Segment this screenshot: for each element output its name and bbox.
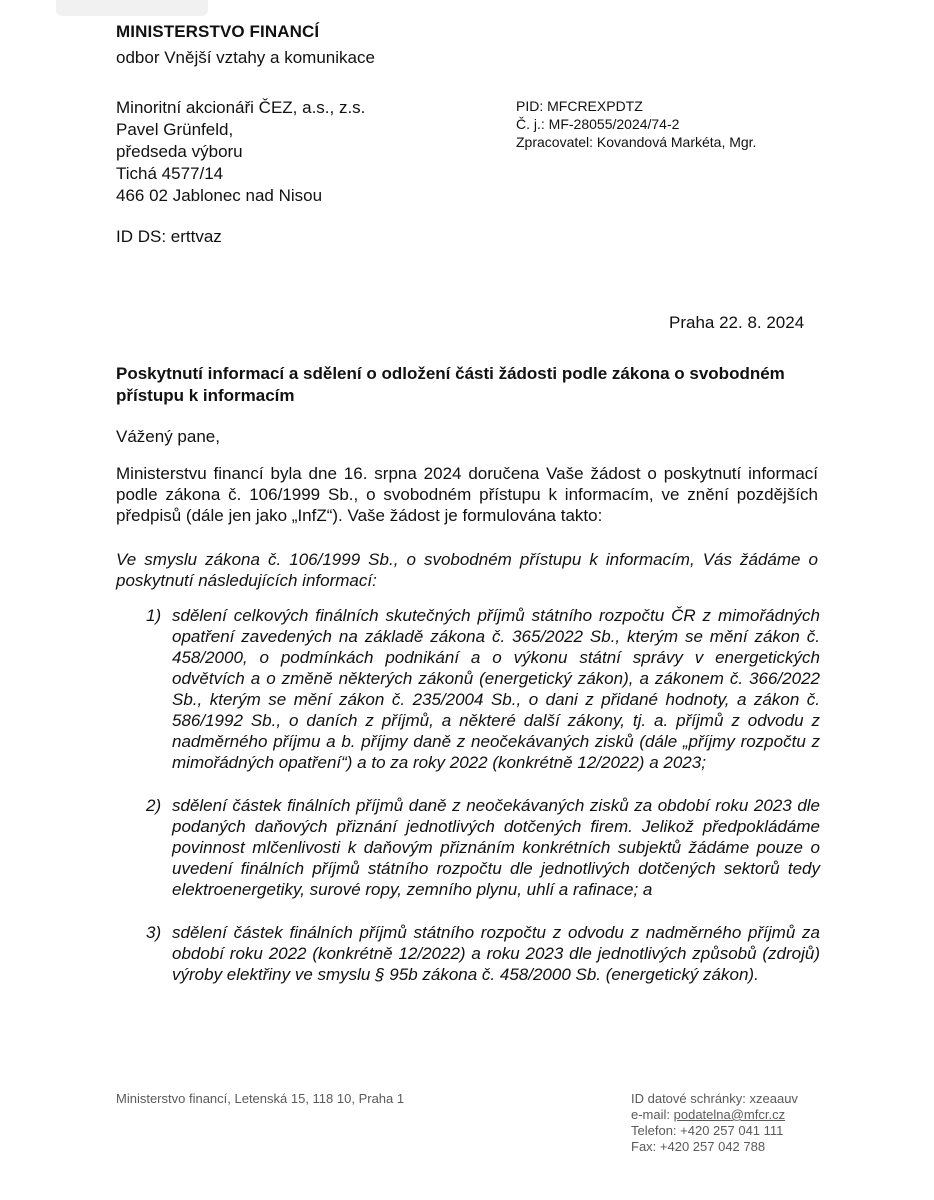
recipient-databox-id: ID DS: erttvaz xyxy=(116,227,222,246)
recipient-line: 466 02 Jablonec nad Nisou xyxy=(116,186,323,205)
letter-date: Praha 22. 8. 2024 xyxy=(669,313,805,332)
item-text: sdělení částek finálních příjmů státního rozpočtu z odvodu z nadměrného příjmů za období roku 2022 (konkrétně 12/2022) a roku 2023 dle jednotlivých způsobů (zdrojů) výroby elektřiny ve smyslu § 95b zákona č. 458/2000 Sb. (energetický zákon). xyxy=(172,923,820,984)
ministry-name: MINISTERSTVO FINANCÍ xyxy=(116,22,320,41)
item-number: 3) xyxy=(146,923,162,942)
request-intro: Ve smyslu zákona č. 106/1999 Sb., o svobodném přístupu k informacím, Vás žádáme o poskytnutí následujících informací: xyxy=(116,550,818,590)
email-link[interactable]: podatelna@mfcr.cz xyxy=(673,1107,786,1122)
pid-reference: PID: MFCREXPDTZ xyxy=(516,98,643,114)
footer-databox: ID datové schránky: xzeaauv xyxy=(631,1091,798,1106)
footer-email-line xyxy=(631,1107,798,1123)
item-text: sdělení částek finálních příjmů daně z neočekávaných zisků za období roku 2023 dle podaných daňových přiznání jednotlivých dotčených firem. Jelikož předpokládáme povinnost mlčenlivosti k daňovým přiznáním konkrétních subjektů žádáme pouze o uvedení finálních příjmů státního rozpočtu dle jednotlivých dotčených sektorů tedy elektroenergetiky, surové ropy, zemního plynu, uhlí a rafinace; a xyxy=(172,796,820,899)
request-items-list xyxy=(146,605,820,1007)
item-number: 2) xyxy=(146,796,162,815)
recipient-line: předseda výboru xyxy=(116,142,243,161)
footer-phone: Telefon: +420 257 041 111 xyxy=(631,1123,784,1138)
recipient-address xyxy=(116,97,365,207)
case-number: Č. j.: MF-28055/2024/74-2 xyxy=(516,116,680,132)
list-item xyxy=(146,795,820,900)
top-edge-tab xyxy=(56,0,208,16)
item-text: sdělení celkových finálních skutečných příjmů státního rozpočtu ČR z mimořádných opatření zavedených na základě zákona č. 365/2022 Sb., kterým se mění zákon č. 458/2000, o podmínkách podnikání a o výkonu státní správy v energetických odvětvích a o změně některých zákonů (energetický zákon), a zákonem č. 366/2022 Sb., kterým se mění zákon č. 235/2004 Sb., o dani z přidané hodnoty, a zákon č. 586/1992 Sb., o daních z příjmů, a některé další zákony, tj. a. příjmů z odvodu z nadměrného příjmu a b. příjmy daně z neočekávaných zisků (dále „příjmy rozpočtu z mimořádných opatření“) a to za roky 2022 (konkrétně 12/2022) a 2023; xyxy=(172,606,820,772)
recipient-line: Tichá 4577/14 xyxy=(116,164,224,183)
letter-subject: Poskytnutí informací a sdělení o odložení části žádosti podle zákona o svobodném přístupu k informacím xyxy=(116,364,785,405)
footer-address: Ministerstvo financí, Letenská 15, 118 10, Praha 1 xyxy=(116,1091,405,1106)
footer-fax: Fax: +420 257 042 788 xyxy=(631,1139,766,1154)
recipient-line: Minoritní akcionáři ČEZ, a.s., z.s. xyxy=(116,98,366,117)
recipient-line: Pavel Grünfeld, xyxy=(116,120,234,139)
list-item xyxy=(146,605,820,773)
processor-name: Zpracovatel: Kovandová Markéta, Mgr. xyxy=(516,134,757,150)
reference-block xyxy=(516,97,756,151)
item-number: 1) xyxy=(146,606,162,625)
department-name: odbor Vnější vztahy a komunikace xyxy=(116,48,375,67)
list-item xyxy=(146,922,820,985)
intro-paragraph: Ministerstvu financí byla dne 16. srpna 2024 doručena Vaše žádost o poskytnutí informací podle zákona č. 106/1999 Sb., o svobodném přístupu k informacím, ve znění pozdějších předpisů (dále jen jako „InfZ“). Vaše žádost je formulována takto: xyxy=(116,464,818,525)
salutation: Vážený pane, xyxy=(116,427,220,446)
footer-contacts xyxy=(631,1091,798,1155)
email-label: e-mail: xyxy=(631,1107,674,1122)
